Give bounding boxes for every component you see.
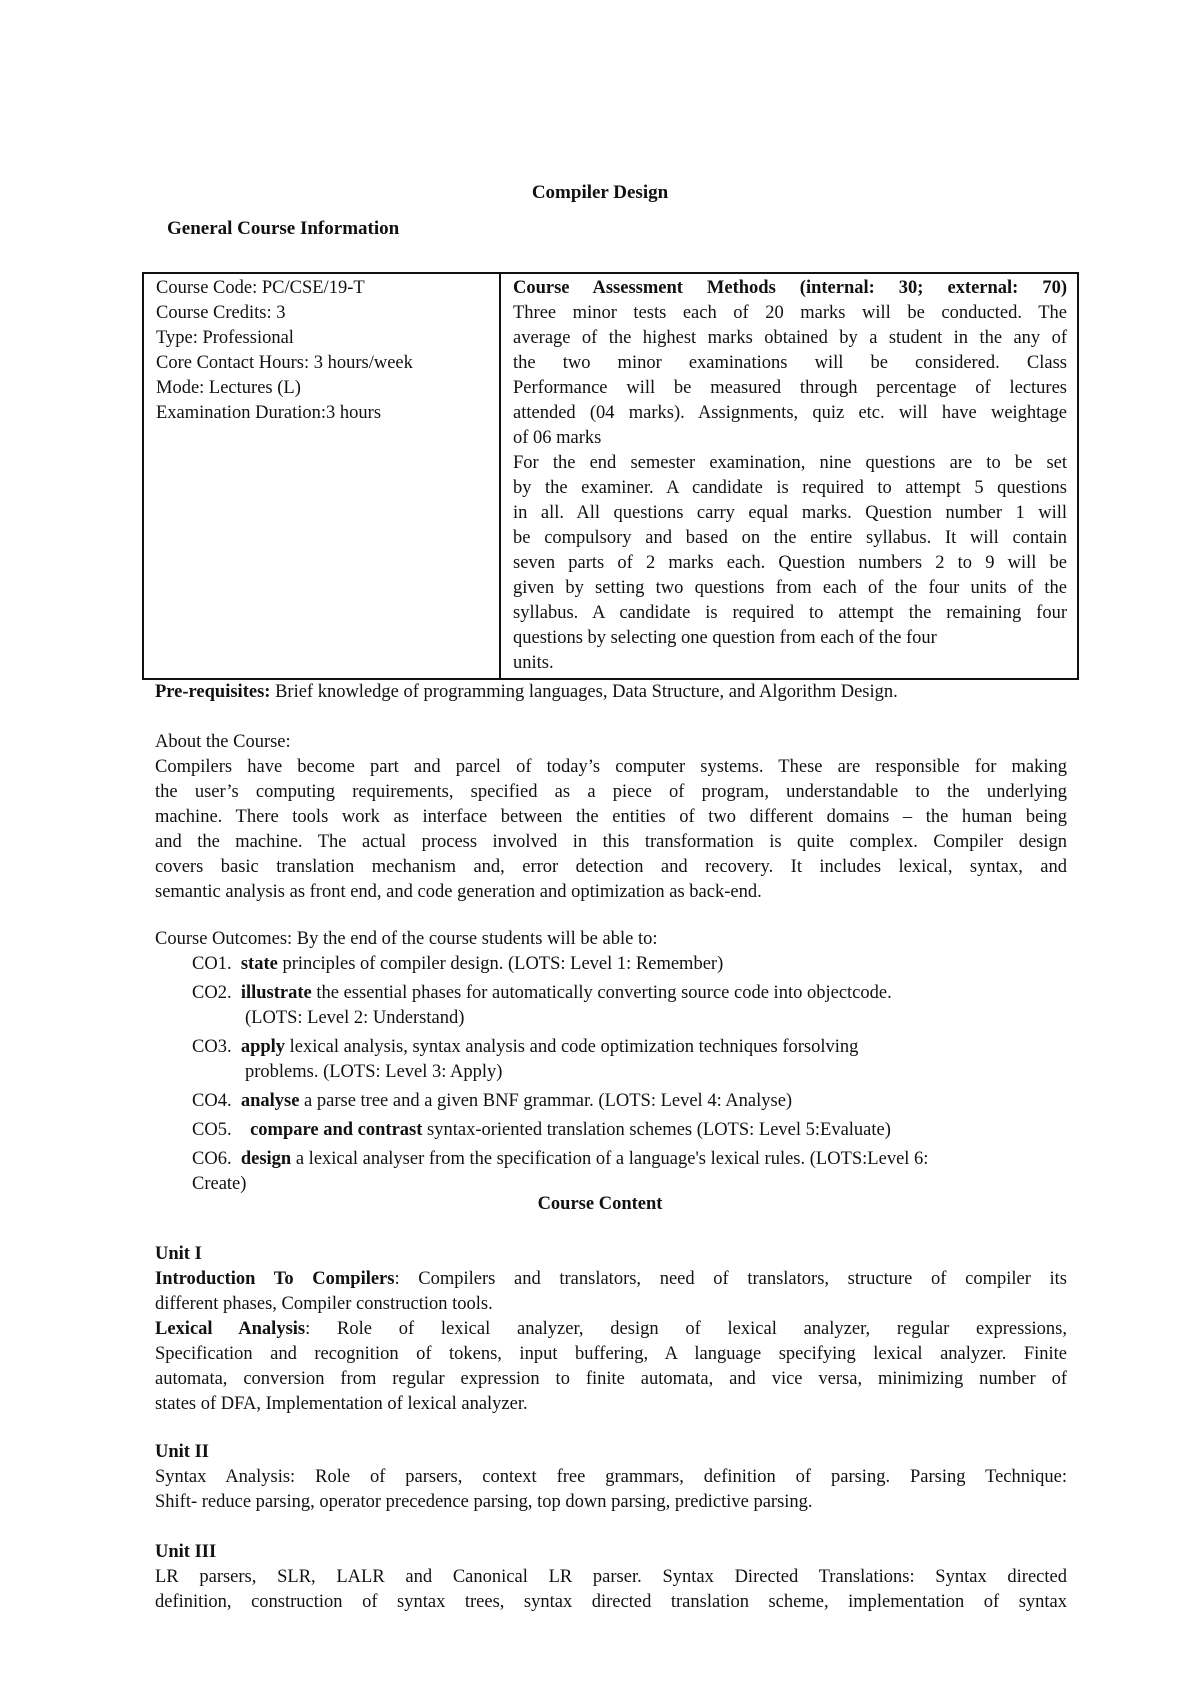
unit-line: Specification and recognition of tokens, input buffering, A language specifying lexical analyzer. Finite <box>155 1344 1067 1364</box>
outcome-verb: compare and contrast <box>250 1120 423 1140</box>
about-line: machine. There tools work as interface between the entities of two different domains – the human being <box>155 807 1067 827</box>
about-course <box>155 730 1067 905</box>
assessment-line: Three minor tests each of 20 marks will be conducted. The <box>513 303 1067 323</box>
outcome-code: CO4. <box>192 1091 232 1111</box>
unit-line <box>155 1317 1067 1342</box>
assessment-line: given by setting two questions from each of the four units of the <box>513 578 1067 598</box>
course-mode: Mode: Lectures (L) <box>156 378 301 398</box>
unit-line: different phases, Compiler construction tools. <box>155 1294 493 1314</box>
outcome-text: lexical analysis, syntax analysis and code optimization techniques forsolving <box>285 1037 859 1057</box>
outcome-code: CO3. <box>192 1037 232 1057</box>
outcome-verb: apply <box>240 1037 286 1057</box>
outcome-text: a parse tree and a given BNF grammar. (LOTS: Level 4: Analyse) <box>299 1091 793 1111</box>
assessment-line: syllabus. A candidate is required to attempt the remaining four <box>513 603 1067 623</box>
assessment-line: units. <box>513 653 554 673</box>
outcome-code: CO5. <box>192 1120 232 1140</box>
outcome-code: CO1. <box>192 954 232 974</box>
section-title-general-info: General Course Information <box>167 218 400 239</box>
assessment-line: by the examiner. A candidate is required to attempt 5 questions <box>513 478 1067 498</box>
unit-2 <box>155 1440 1067 1515</box>
prerequisites-text: Brief knowledge of programming languages, Data Structure, and Algorithm Design. <box>270 682 898 702</box>
outcome-text: principles of compiler design. (LOTS: Level 1: Remember) <box>277 954 724 974</box>
outcomes-heading: Course Outcomes: By the end of the course students will be able to: <box>155 929 658 949</box>
course-type: Type: Professional <box>156 328 294 348</box>
course-content-heading: Course Content <box>537 1194 663 1214</box>
unit-1 <box>155 1242 1067 1417</box>
unit-line: Syntax Analysis: Role of parsers, context free grammars, definition of parsing. Parsing Technique: <box>155 1467 1067 1487</box>
outcome-continuation: Create) <box>192 1174 247 1194</box>
outcome-continuation: problems. (LOTS: Level 3: Apply) <box>245 1062 503 1082</box>
topic-label: Lexical Analysis <box>155 1319 306 1339</box>
outcome-co4 <box>192 1089 1072 1114</box>
unit-line: Shift- reduce parsing, operator precedence parsing, top down parsing, predictive parsing. <box>155 1492 813 1512</box>
assessment-line: the two minor examinations will be considered. Class <box>513 353 1067 373</box>
contact-hours: Core Contact Hours: 3 hours/week <box>156 353 413 373</box>
outcomes-list <box>192 952 1072 1197</box>
topic-text: : Compilers and translators, need of translators, structure of compiler its <box>394 1269 1067 1289</box>
assessment-heading: Course Assessment Methods (internal: 30; external: 70) <box>513 278 1067 298</box>
outcome-verb: state <box>240 954 278 974</box>
outcome-code: CO2. <box>192 983 232 1003</box>
unit-line: automata, conversion from regular expression to finite automata, and vice versa, minimizing number of <box>155 1369 1067 1389</box>
outcome-verb: design <box>240 1149 292 1169</box>
outcome-text: a lexical analyser from the specification of a language's lexical rules. (LOTS:Level 6: <box>291 1149 929 1169</box>
outcome-co5 <box>192 1118 1072 1143</box>
assessment-line: average of the highest marks obtained by a student in the any of <box>513 328 1067 348</box>
assessment-line: questions by selecting one question from each of the four <box>513 628 937 648</box>
outcome-verb: analyse <box>240 1091 300 1111</box>
assessment-line: seven parts of 2 marks each. Question numbers 2 to 9 will be <box>513 553 1067 573</box>
unit-3 <box>155 1540 1067 1615</box>
about-line: semantic analysis as front end, and code generation and optimization as back-end. <box>155 882 762 902</box>
unit-line: LR parsers, SLR, LALR and Canonical LR parser. Syntax Directed Translations: Syntax directed <box>155 1567 1067 1587</box>
outcome-co1 <box>192 952 1072 977</box>
assessment-line: Performance will be measured through percentage of lectures <box>513 378 1067 398</box>
about-line: and the machine. The actual process involved in this transformation is quite complex. Compiler design <box>155 832 1067 852</box>
unit-line: states of DFA, Implementation of lexical analyzer. <box>155 1394 528 1414</box>
exam-duration: Examination Duration:3 hours <box>156 403 382 423</box>
about-heading: About the Course: <box>155 732 291 752</box>
course-code: Course Code: PC/CSE/19-T <box>156 278 365 298</box>
course-details-cell <box>143 273 500 679</box>
prerequisites <box>155 680 1067 705</box>
topic-label: Introduction To Compilers <box>155 1269 395 1289</box>
unit-line: definition, construction of syntax trees, syntax directed translation scheme, implementation of syntax <box>155 1592 1067 1612</box>
document-title: Compiler Design <box>531 182 669 203</box>
outcome-co6 <box>192 1147 1072 1172</box>
outcome-co3 <box>192 1035 1072 1060</box>
assessment-line: in all. All questions carry equal marks. Question number 1 will <box>513 503 1067 523</box>
topic-text: : Role of lexical analyzer, design of lexical analyzer, regular expressions, <box>305 1319 1067 1339</box>
outcome-continuation: (LOTS: Level 2: Understand) <box>245 1008 465 1028</box>
outcome-verb: illustrate <box>240 983 312 1003</box>
about-line: covers basic translation mechanism and, error detection and recovery. It includes lexical, syntax, and <box>155 857 1067 877</box>
outcome-text: syntax-oriented translation schemes (LOTS: Level 5:Evaluate) <box>422 1120 891 1140</box>
course-info-table <box>142 272 1079 680</box>
unit-line <box>155 1267 1067 1292</box>
about-line: Compilers have become part and parcel of today’s computer systems. These are responsible for making <box>155 757 1067 777</box>
assessment-line: of 06 marks <box>513 428 602 448</box>
unit-title: Unit III <box>155 1542 217 1562</box>
unit-title: Unit I <box>155 1244 202 1264</box>
assessment-line: attended (04 marks). Assignments, quiz etc. will have weightage <box>513 403 1067 423</box>
outcome-co2 <box>192 981 1072 1006</box>
assessment-methods-cell <box>500 273 1078 679</box>
about-line: the user’s computing requirements, specified as a piece of program, understandable to the underlying <box>155 782 1067 802</box>
prerequisites-label: Pre-requisites: <box>155 682 271 702</box>
outcome-text: the essential phases for automatically converting source code into objectcode. <box>311 983 892 1003</box>
assessment-line: be compulsory and based on the entire syllabus. It will contain <box>513 528 1067 548</box>
assessment-line: For the end semester examination, nine questions are to be set <box>513 453 1067 473</box>
outcome-code: CO6. <box>192 1149 232 1169</box>
unit-title: Unit II <box>155 1442 209 1462</box>
course-credits: Course Credits: 3 <box>156 303 286 323</box>
